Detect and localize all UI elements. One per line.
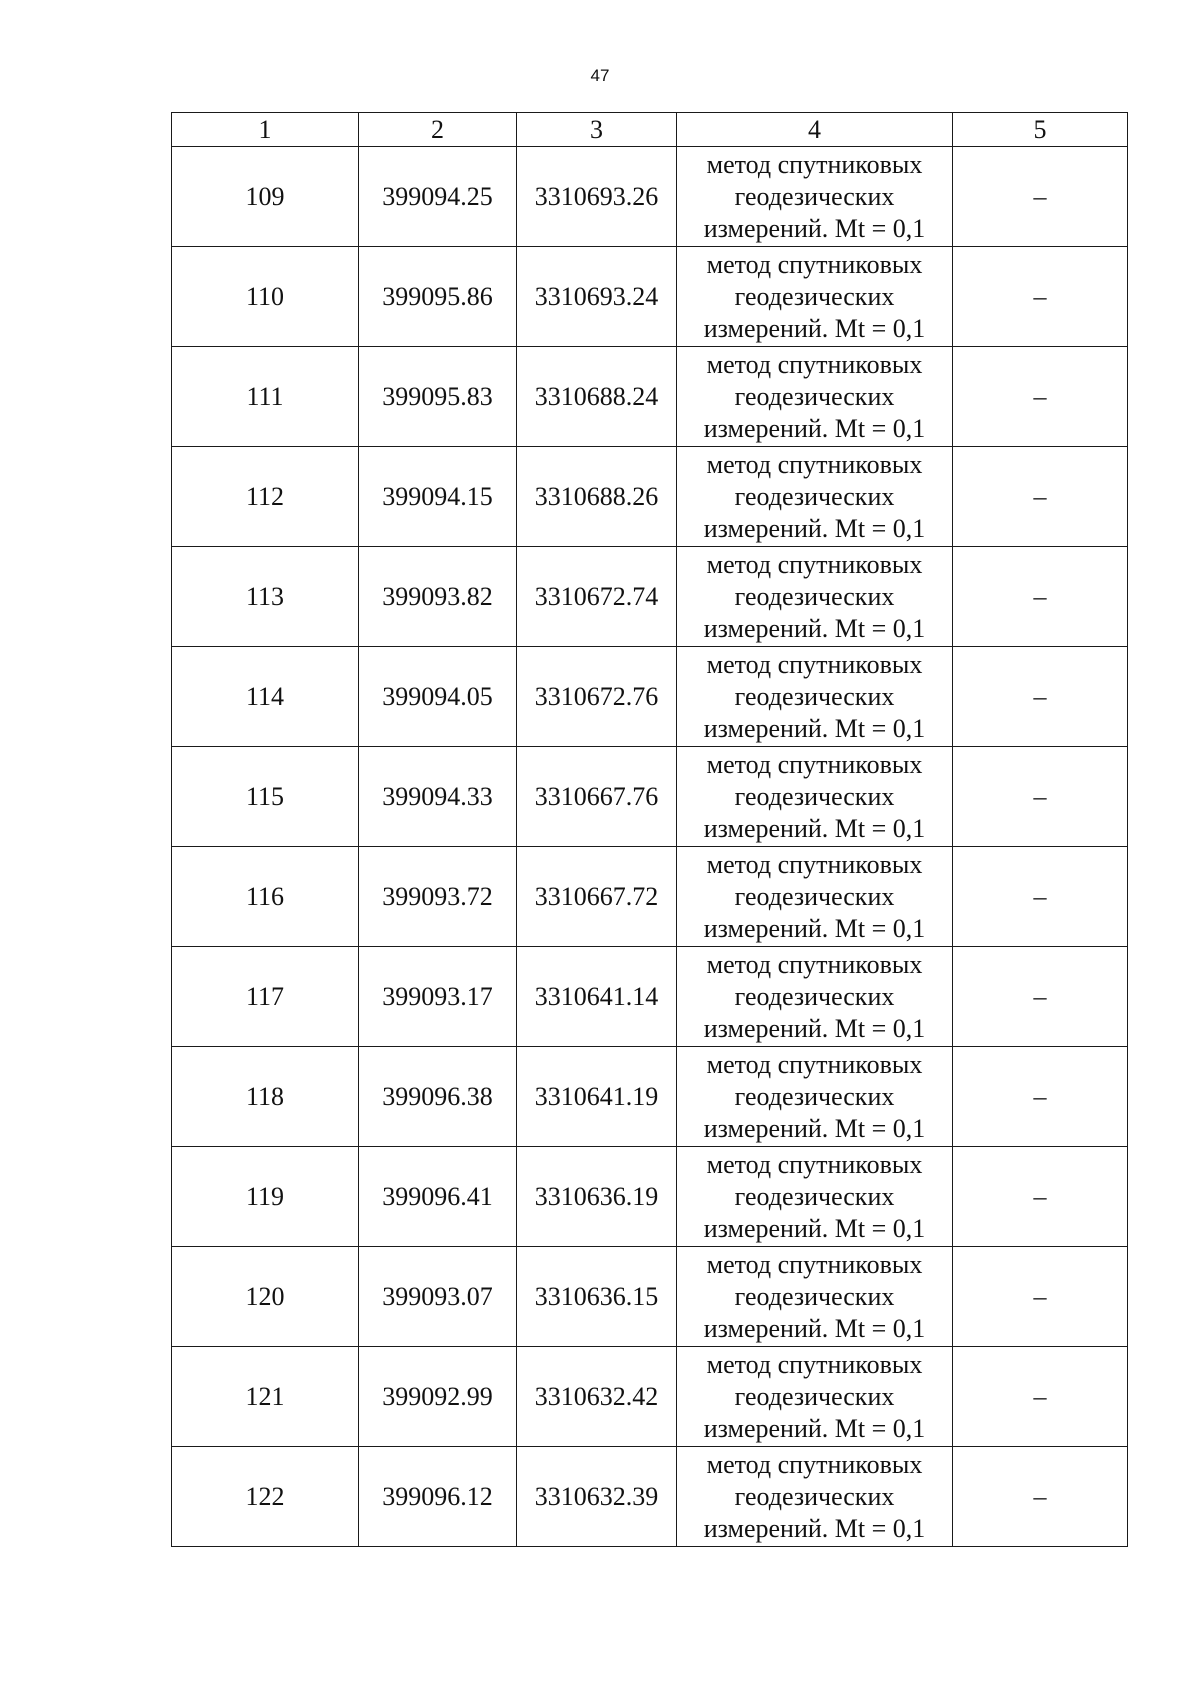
table-row bbox=[172, 647, 1128, 747]
y-coordinate-cell: 3310688.24 bbox=[517, 347, 677, 447]
point-number-cell: 109 bbox=[172, 147, 359, 247]
method-cell bbox=[677, 547, 953, 647]
method-line: метод спутниковых bbox=[706, 1149, 923, 1179]
y-coordinate-cell: 3310667.76 bbox=[517, 747, 677, 847]
method-cell bbox=[677, 647, 953, 747]
method-line: измерений. Mt = 0,1 bbox=[703, 813, 926, 843]
method-line: метод спутниковых bbox=[706, 1049, 923, 1079]
x-coordinate-cell: 399093.82 bbox=[359, 547, 517, 647]
x-coordinate-cell: 399095.86 bbox=[359, 247, 517, 347]
point-number-cell: 113 bbox=[172, 547, 359, 647]
method-line: метод спутниковых bbox=[706, 249, 923, 279]
point-number-cell: 116 bbox=[172, 847, 359, 947]
method-cell bbox=[677, 347, 953, 447]
point-number-cell: 122 bbox=[172, 1447, 359, 1547]
method-cell bbox=[677, 947, 953, 1047]
table-body bbox=[172, 147, 1128, 1547]
method-line: геодезических bbox=[734, 781, 895, 811]
method-line: геодезических bbox=[734, 481, 895, 511]
method-line: измерений. Mt = 0,1 bbox=[703, 613, 926, 643]
method-line: геодезических bbox=[734, 281, 895, 311]
note-cell: – bbox=[953, 1147, 1128, 1247]
note-cell: – bbox=[953, 1447, 1128, 1547]
method-line: геодезических bbox=[734, 881, 895, 911]
method-line: измерений. Mt = 0,1 bbox=[703, 1513, 926, 1543]
method-line: геодезических bbox=[734, 1181, 895, 1211]
column-header-3: 3 bbox=[517, 113, 677, 147]
note-cell: – bbox=[953, 1047, 1128, 1147]
method-line: измерений. Mt = 0,1 bbox=[703, 1313, 926, 1343]
table-row bbox=[172, 1347, 1128, 1447]
method-cell bbox=[677, 1047, 953, 1147]
point-number-cell: 112 bbox=[172, 447, 359, 547]
column-header-2: 2 bbox=[359, 113, 517, 147]
method-line: метод спутниковых bbox=[706, 349, 923, 379]
point-number-cell: 111 bbox=[172, 347, 359, 447]
method-line: геодезических bbox=[734, 1381, 895, 1411]
point-number-cell: 118 bbox=[172, 1047, 359, 1147]
method-line: геодезических bbox=[734, 681, 895, 711]
y-coordinate-cell: 3310672.76 bbox=[517, 647, 677, 747]
x-coordinate-cell: 399096.41 bbox=[359, 1147, 517, 1247]
method-line: метод спутниковых bbox=[706, 1249, 923, 1279]
x-coordinate-cell: 399094.05 bbox=[359, 647, 517, 747]
note-cell: – bbox=[953, 247, 1128, 347]
method-cell bbox=[677, 1347, 953, 1447]
header-row bbox=[172, 113, 1128, 147]
note-cell: – bbox=[953, 847, 1128, 947]
y-coordinate-cell: 3310632.39 bbox=[517, 1447, 677, 1547]
method-line: измерений. Mt = 0,1 bbox=[703, 1113, 926, 1143]
method-cell bbox=[677, 447, 953, 547]
point-number-cell: 114 bbox=[172, 647, 359, 747]
x-coordinate-cell: 399094.25 bbox=[359, 147, 517, 247]
method-cell bbox=[677, 747, 953, 847]
page-number: 47 bbox=[590, 66, 610, 85]
x-coordinate-cell: 399095.83 bbox=[359, 347, 517, 447]
x-coordinate-cell: 399093.07 bbox=[359, 1247, 517, 1347]
table-row bbox=[172, 147, 1128, 247]
note-cell: – bbox=[953, 547, 1128, 647]
y-coordinate-cell: 3310636.15 bbox=[517, 1247, 677, 1347]
method-line: метод спутниковых bbox=[706, 949, 923, 979]
y-coordinate-cell: 3310688.26 bbox=[517, 447, 677, 547]
method-line: измерений. Mt = 0,1 bbox=[703, 213, 926, 243]
note-cell: – bbox=[953, 347, 1128, 447]
point-number-cell: 115 bbox=[172, 747, 359, 847]
method-line: измерений. Mt = 0,1 bbox=[703, 313, 926, 343]
method-cell bbox=[677, 247, 953, 347]
method-line: измерений. Mt = 0,1 bbox=[703, 913, 926, 943]
point-number-cell: 121 bbox=[172, 1347, 359, 1447]
method-cell bbox=[677, 1147, 953, 1247]
method-line: метод спутниковых bbox=[706, 649, 923, 679]
x-coordinate-cell: 399094.33 bbox=[359, 747, 517, 847]
table-row bbox=[172, 1447, 1128, 1547]
method-line: метод спутниковых bbox=[706, 1349, 923, 1379]
point-number-cell: 119 bbox=[172, 1147, 359, 1247]
method-line: геодезических bbox=[734, 1081, 895, 1111]
table-row bbox=[172, 847, 1128, 947]
method-line: метод спутниковых bbox=[706, 749, 923, 779]
method-line: геодезических bbox=[734, 981, 895, 1011]
note-cell: – bbox=[953, 947, 1128, 1047]
x-coordinate-cell: 399094.15 bbox=[359, 447, 517, 547]
y-coordinate-cell: 3310632.42 bbox=[517, 1347, 677, 1447]
method-line: измерений. Mt = 0,1 bbox=[703, 1013, 926, 1043]
y-coordinate-cell: 3310636.19 bbox=[517, 1147, 677, 1247]
x-coordinate-cell: 399093.17 bbox=[359, 947, 517, 1047]
table-row bbox=[172, 1147, 1128, 1247]
column-header-4: 4 bbox=[677, 113, 953, 147]
column-header-5: 5 bbox=[953, 113, 1128, 147]
method-line: метод спутниковых bbox=[706, 449, 923, 479]
column-header-1: 1 bbox=[172, 113, 359, 147]
note-cell: – bbox=[953, 647, 1128, 747]
x-coordinate-cell: 399092.99 bbox=[359, 1347, 517, 1447]
method-line: геодезических bbox=[734, 381, 895, 411]
method-line: геодезических bbox=[734, 1481, 895, 1511]
note-cell: – bbox=[953, 447, 1128, 547]
table-row bbox=[172, 447, 1128, 547]
method-line: метод спутниковых bbox=[706, 1449, 923, 1479]
method-cell bbox=[677, 1247, 953, 1347]
method-line: измерений. Mt = 0,1 bbox=[703, 1213, 926, 1243]
method-line: метод спутниковых bbox=[706, 549, 923, 579]
method-line: геодезических bbox=[734, 181, 895, 211]
table-row bbox=[172, 1047, 1128, 1147]
x-coordinate-cell: 399093.72 bbox=[359, 847, 517, 947]
table-row bbox=[172, 1247, 1128, 1347]
point-number-cell: 110 bbox=[172, 247, 359, 347]
method-line: измерений. Mt = 0,1 bbox=[703, 413, 926, 443]
note-cell: – bbox=[953, 1247, 1128, 1347]
x-coordinate-cell: 399096.38 bbox=[359, 1047, 517, 1147]
y-coordinate-cell: 3310641.14 bbox=[517, 947, 677, 1047]
method-cell bbox=[677, 1447, 953, 1547]
y-coordinate-cell: 3310693.26 bbox=[517, 147, 677, 247]
method-line: метод спутниковых bbox=[706, 149, 923, 179]
method-cell bbox=[677, 847, 953, 947]
table-header bbox=[172, 113, 1128, 147]
table-row bbox=[172, 247, 1128, 347]
note-cell: – bbox=[953, 747, 1128, 847]
point-number-cell: 120 bbox=[172, 1247, 359, 1347]
method-cell bbox=[677, 147, 953, 247]
method-line: измерений. Mt = 0,1 bbox=[703, 713, 926, 743]
x-coordinate-cell: 399096.12 bbox=[359, 1447, 517, 1547]
y-coordinate-cell: 3310667.72 bbox=[517, 847, 677, 947]
note-cell: – bbox=[953, 1347, 1128, 1447]
method-line: измерений. Mt = 0,1 bbox=[703, 1413, 926, 1443]
method-line: метод спутниковых bbox=[706, 849, 923, 879]
method-line: геодезических bbox=[734, 1281, 895, 1311]
table-row bbox=[172, 947, 1128, 1047]
y-coordinate-cell: 3310641.19 bbox=[517, 1047, 677, 1147]
y-coordinate-cell: 3310693.24 bbox=[517, 247, 677, 347]
coordinates-table bbox=[171, 112, 1128, 1547]
method-line: измерений. Mt = 0,1 bbox=[703, 513, 926, 543]
method-line: геодезических bbox=[734, 581, 895, 611]
y-coordinate-cell: 3310672.74 bbox=[517, 547, 677, 647]
note-cell: – bbox=[953, 147, 1128, 247]
table-row bbox=[172, 347, 1128, 447]
point-number-cell: 117 bbox=[172, 947, 359, 1047]
table-row bbox=[172, 747, 1128, 847]
table-row bbox=[172, 547, 1128, 647]
